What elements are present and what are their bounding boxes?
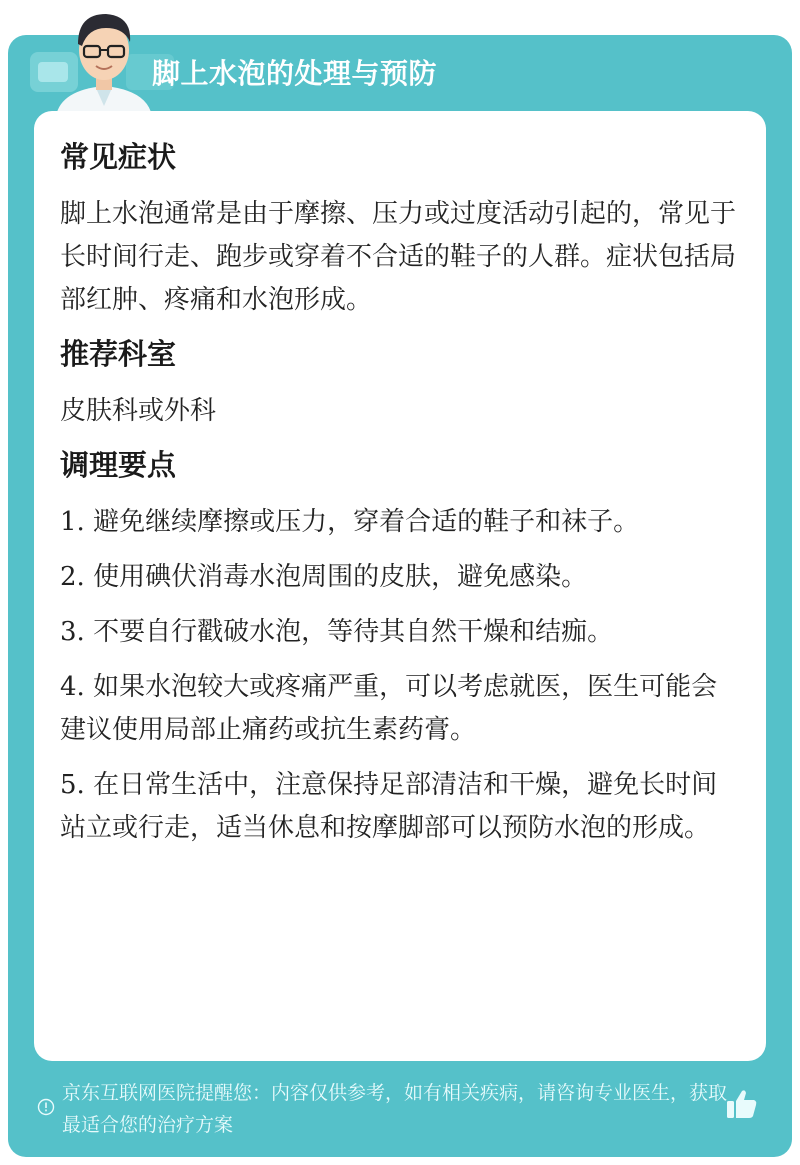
item-number: 4.	[60, 672, 85, 702]
list-item	[60, 556, 740, 599]
section-title-symptoms: 常见症状	[60, 140, 177, 174]
list-item	[60, 666, 740, 752]
item-text: 避免继续摩擦或压力，穿着合适的鞋子和袜子。	[93, 507, 640, 537]
item-text: 如果水泡较大或疼痛严重，可以考虑就医，医生可能会建议使用局部止痛药或抗生素药膏。	[60, 672, 718, 745]
item-number: 1.	[60, 507, 85, 537]
page-title: 脚上水泡的处理与预防	[152, 57, 438, 90]
item-number: 3.	[60, 617, 85, 647]
disclaimer-text: 京东互联网医院提醒您：内容仅供参考，如有相关疾病，请咨询专业医生，获取最适合您的治疗方案	[62, 1082, 728, 1136]
care-list	[60, 501, 740, 850]
item-number: 2.	[60, 562, 85, 592]
symptoms-text: 脚上水泡通常是由于摩擦、压力或过度活动引起的，常见于长时间行走、跑步或穿着不合适的鞋子的人群。症状包括局部红肿、疼痛和水泡形成。	[60, 199, 737, 315]
list-item	[60, 764, 740, 850]
list-item	[60, 611, 740, 654]
thumbs-up-icon[interactable]	[724, 1086, 760, 1122]
item-text: 不要自行戳破水泡，等待其自然干燥和结痂。	[93, 617, 614, 647]
section-title-department: 推荐科室	[60, 337, 177, 371]
item-text: 使用碘伏消毒水泡周围的皮肤，避免感染。	[93, 562, 588, 592]
info-icon	[37, 1098, 55, 1116]
section-title-care: 调理要点	[60, 448, 177, 482]
department-text: 皮肤科或外科	[60, 396, 217, 426]
card-content	[60, 135, 740, 862]
list-item	[60, 501, 740, 544]
item-text: 在日常生活中，注意保持足部清洁和干燥，避免长时间站立或行走，适当休息和按摩脚部可以预防水泡的形成。	[60, 770, 718, 843]
item-number: 5.	[60, 770, 85, 800]
content-card	[34, 111, 766, 1061]
